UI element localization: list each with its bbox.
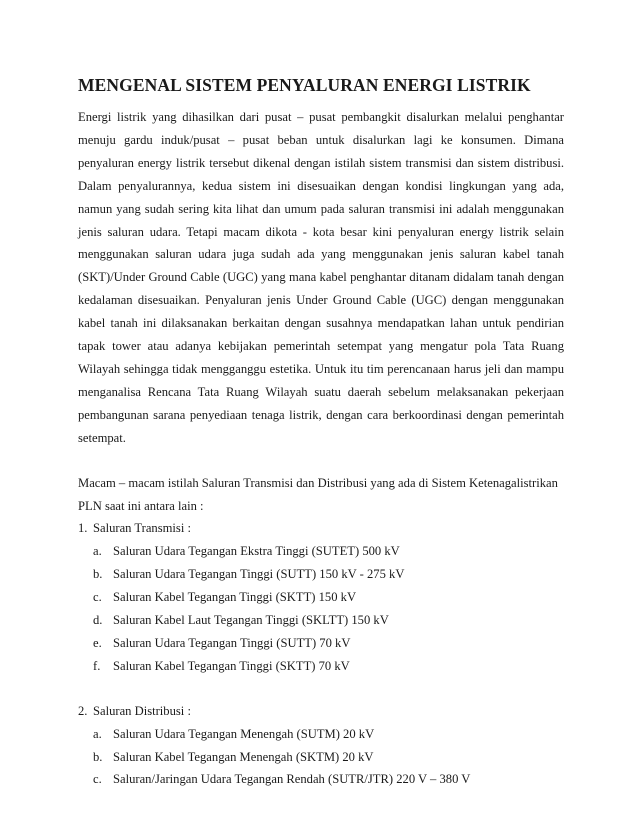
sub-list-item — [78, 723, 564, 746]
sub-list-letter: c. — [93, 772, 102, 787]
list-number: 2. — [78, 703, 88, 718]
sub-list-text: Saluran Kabel Tegangan Tinggi (SKTT) 150 kV — [113, 590, 357, 605]
sub-list-letter: f. — [93, 658, 101, 673]
sub-list-text: Saluran Kabel Tegangan Tinggi (SKTT) 70 kV — [113, 658, 350, 673]
intro-paragraph: Energi listrik yang dihasilkan dari pusat – pusat pembangkit disalurkan melalui penghantar menuju gardu induk/pusat – pusat beban untuk disalurkan lagi ke konsumen. Dimana penyaluran energy listrik tersebut dikenal dengan istilah sistem transmisi dan sistem distribusi. Dalam penyalurannya, kedua sistem ini disesuaikan dengan kondisi lingkungan yang ada, namun yang sudah sering kita lihat dan umum pada saluran transmisi ini adalah menggunakan jenis saluran udara. Tetapi macam dikota - kota besar kini penyaluran energy listrik selain menggunakan saluran udara juga sudah ada yang menggunakan jenis saluran kabel tanah (SKT)/Under Ground Cable (UGC) yang mana kabel penghantar ditanam didalam tanah dengan kedalaman disesuaikan. Penyaluran jenis Under Ground Cable (UGC) dengan menggunakan kabel tanah ini dilaksanakan berkaitan dengan susahnya mendapatkan lahan untuk pendirian tapak tower atau adanya kebijakan pemerintah setempat yang mengatur pola Tata Ruang Wilayah sehingga tidak mengganggu estetika. Untuk itu tim perencanaan harus jeli dan mampu menganalisa Rencana Tata Ruang Wilayah suatu daerah sebelum melaksanakan pekerjaan pembangunan sarana penyediaan tenaga listrik, dengan cara berkoordinasi dengan pemerintah setempat. — [78, 110, 564, 445]
sub-list-item — [78, 768, 564, 791]
sub-list-item — [78, 655, 564, 678]
main-list — [78, 517, 564, 791]
sub-list-text: Saluran Kabel Tegangan Menengah (SKTM) 20 kV — [113, 749, 374, 764]
sub-list-item — [78, 632, 564, 655]
list-item-distribusi — [78, 700, 564, 792]
sub-list-letter: b. — [93, 749, 103, 764]
list-item-transmisi — [78, 517, 564, 677]
list-label: Saluran Distribusi : — [93, 703, 191, 718]
sub-list-text: Saluran Udara Tegangan Ekstra Tinggi (SUTET) 500 kV — [113, 544, 400, 559]
sub-list-text: Saluran Udara Tegangan Menengah (SUTM) 20 kV — [113, 726, 375, 741]
sub-list-item — [78, 586, 564, 609]
sub-list-distribusi — [78, 723, 564, 792]
sub-list-item — [78, 540, 564, 563]
sub-list-letter: d. — [93, 613, 103, 628]
sub-list-text: Saluran/Jaringan Udara Tegangan Rendah (SUTR/JTR) 220 V – 380 V — [113, 772, 471, 787]
sub-list-letter: e. — [93, 635, 102, 650]
sub-list-text: Saluran Udara Tegangan Tinggi (SUTT) 70 kV — [113, 635, 351, 650]
sub-list-letter: a. — [93, 726, 102, 741]
sub-list-text: Saluran Udara Tegangan Tinggi (SUTT) 150 kV - 275 kV — [113, 567, 405, 582]
sub-list-item — [78, 609, 564, 632]
sub-list-item — [78, 563, 564, 586]
list-label: Saluran Transmisi : — [93, 521, 191, 536]
sub-list-letter: c. — [93, 590, 102, 605]
sub-list-text: Saluran Kabel Laut Tegangan Tinggi (SKLTT) 150 kV — [113, 613, 389, 628]
sub-list-item — [78, 746, 564, 769]
list-spacer — [78, 678, 564, 700]
list-number: 1. — [78, 521, 88, 536]
list-intro-paragraph: Macam – macam istilah Saluran Transmisi dan Distribusi yang ada di Sistem Ketenagalistrikan PLN saat ini antara lain : — [78, 475, 558, 513]
sub-list-letter: a. — [93, 544, 102, 559]
document-page — [78, 74, 564, 791]
sub-list-transmisi — [78, 540, 564, 677]
sub-list-letter: b. — [93, 567, 103, 582]
page-title: MENGENAL SISTEM PENYALURAN ENERGI LISTRIK — [78, 75, 531, 95]
